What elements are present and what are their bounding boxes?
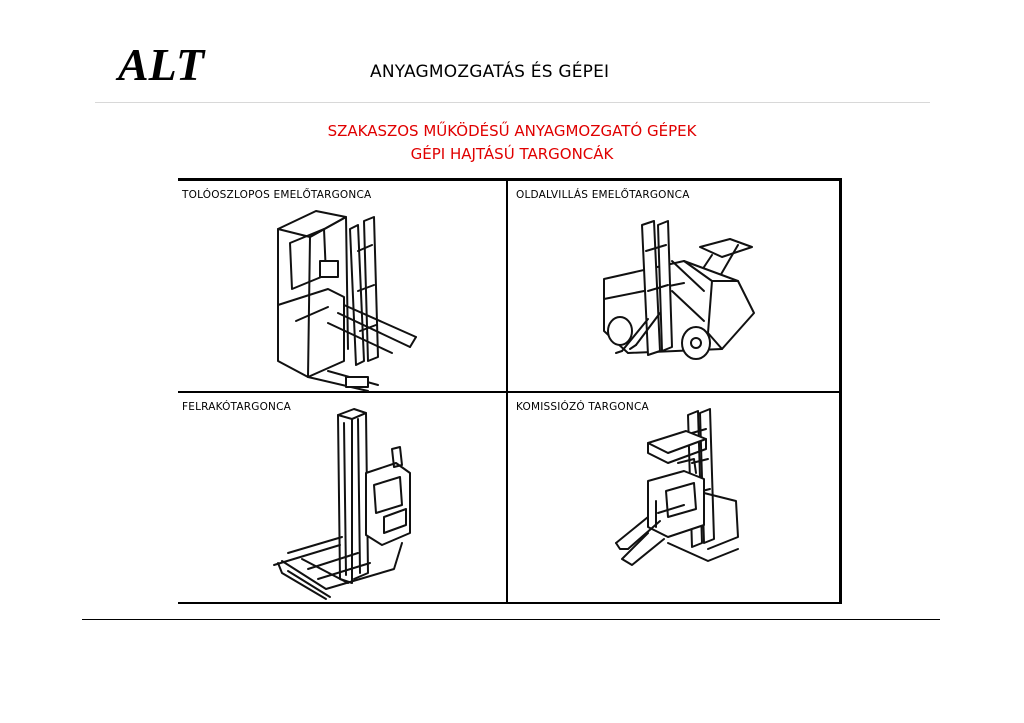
figure-order-picker [508,393,839,602]
figure-label: FELRAKÓTARGONCA [182,401,291,413]
stacker-truck-drawing [178,393,508,602]
figure-grid [178,178,842,604]
figure-label: OLDALVILLÁS EMELŐTARGONCA [516,189,690,201]
figure-reach-truck [178,181,508,393]
figure-stacker [178,393,508,602]
reach-truck-drawing [178,181,508,393]
footer-divider [82,619,940,620]
section-subtitle: GÉPI HAJTÁSÚ TARGONCÁK [410,145,614,163]
figure-side-loader [508,181,839,393]
logo: ALT [118,39,205,90]
page-title: ANYAGMOZGATÁS ÉS GÉPEI [370,62,610,82]
order-picker-drawing [508,393,839,602]
section-title: SZAKASZOS MŰKÖDÉSŰ ANYAGMOZGATÓ GÉPEK [327,122,697,140]
side-loader-drawing [508,181,839,393]
header-divider [95,102,930,103]
figure-label: KOMISSIÓZÓ TARGONCA [516,401,649,413]
figure-label: TOLÓOSZLOPOS EMELŐTARGONCA [182,189,372,201]
